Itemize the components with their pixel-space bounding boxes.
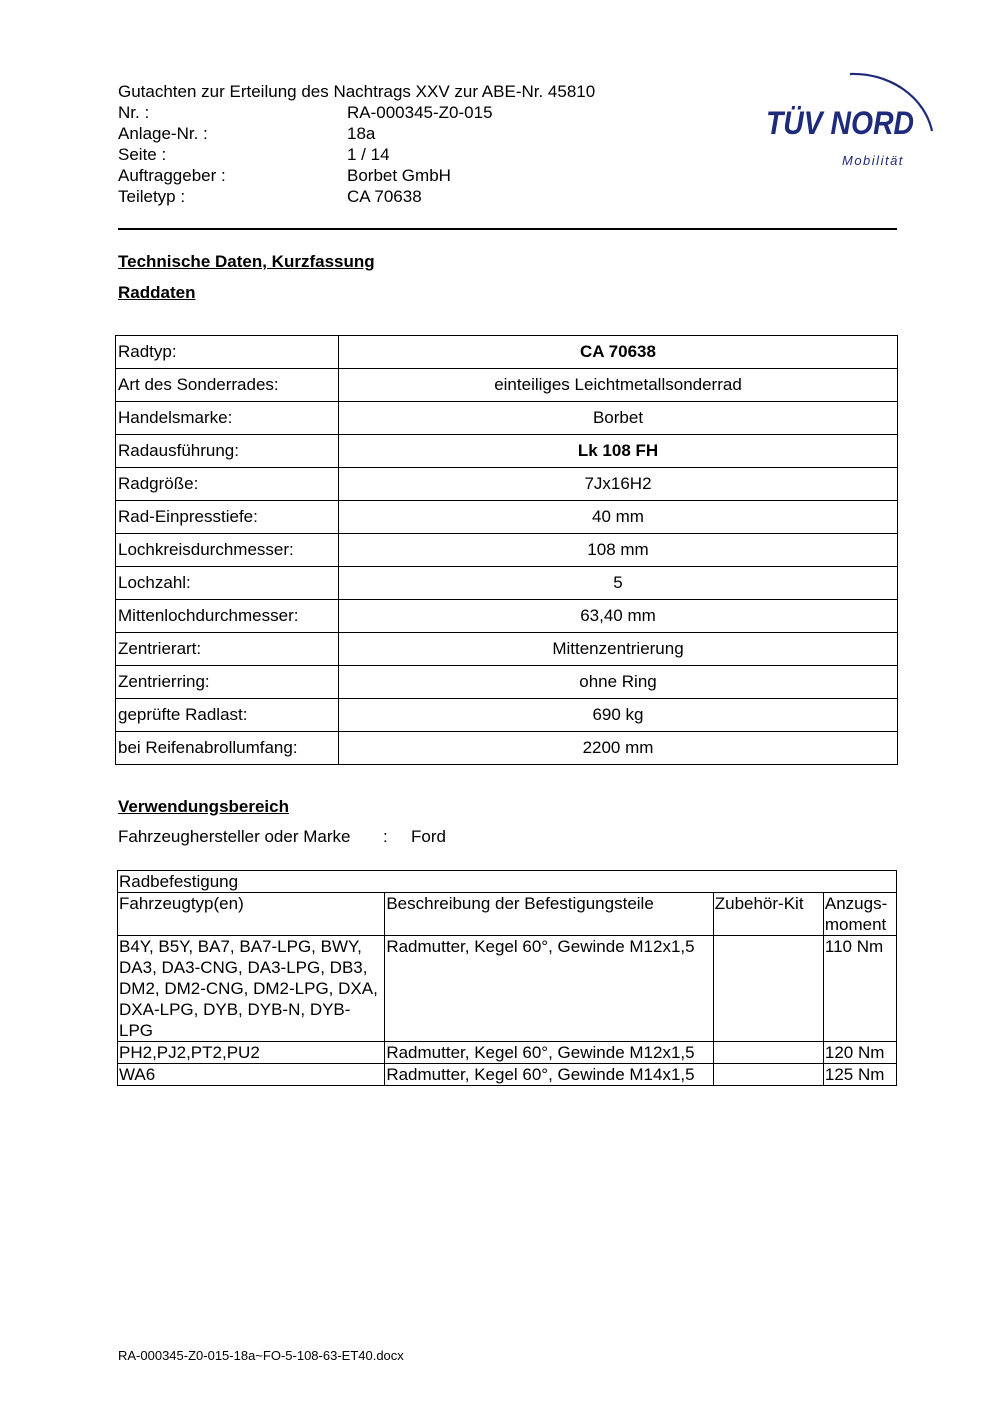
table-title-row bbox=[118, 871, 897, 893]
row-label: Art des Sonderrades: bbox=[116, 369, 339, 402]
row-value: ohne Ring bbox=[339, 666, 898, 699]
fastener-description: Radmutter, Kegel 60°, Gewinde M14x1,5 bbox=[385, 1064, 713, 1086]
fastener-description: Radmutter, Kegel 60°, Gewinde M12x1,5 bbox=[385, 936, 713, 1042]
row-label: Mittenlochdurchmesser: bbox=[116, 600, 339, 633]
vehicle-types: B4Y, B5Y, BA7, BA7-LPG, BWY, DA3, DA3-CNG, DA3-LPG, DB3, DM2, DM2-CNG, DM2-LPG, DXA, DXA-LPG, DYB, DYB-N, DYB-LPG bbox=[118, 936, 385, 1042]
row-value: Mittenzentrierung bbox=[339, 633, 898, 666]
manufacturer-value: Ford bbox=[411, 827, 446, 846]
field-label-seite: Seite : bbox=[118, 145, 167, 164]
table-header-row bbox=[118, 893, 897, 936]
accessory-kit bbox=[713, 1064, 823, 1086]
vehicle-types: WA6 bbox=[118, 1064, 385, 1086]
row-value: einteiliges Leichtmetallsonderrad bbox=[339, 369, 898, 402]
row-label: Radausführung: bbox=[116, 435, 339, 468]
field-label-nr: Nr. : bbox=[118, 103, 150, 122]
table-row bbox=[116, 369, 898, 402]
fastener-description: Radmutter, Kegel 60°, Gewinde M12x1,5 bbox=[385, 1042, 713, 1064]
row-value: 2200 mm bbox=[339, 732, 898, 765]
field-label-teiletyp: Teiletyp : bbox=[118, 187, 186, 206]
table-row bbox=[116, 567, 898, 600]
table-row bbox=[118, 936, 897, 1042]
section-title-tech: Technische Daten, Kurzfassung bbox=[118, 252, 375, 271]
vehicle-types: PH2,PJ2,PT2,PU2 bbox=[118, 1042, 385, 1064]
field-label-anlage: Anlage-Nr. : bbox=[118, 124, 208, 143]
logo-tagline: Mobilität bbox=[842, 153, 904, 168]
footer-filename: RA-000345-Z0-015-18a~FO-5-108-63-ET40.docx bbox=[118, 1348, 404, 1363]
logo-brand: TÜV NORD bbox=[766, 105, 914, 141]
table-row bbox=[116, 501, 898, 534]
section-title-wheel: Raddaten bbox=[118, 283, 196, 302]
row-value: 690 kg bbox=[339, 699, 898, 732]
table-row bbox=[116, 633, 898, 666]
row-value: CA 70638 bbox=[339, 336, 898, 369]
row-value: 40 mm bbox=[339, 501, 898, 534]
manufacturer-separator: : bbox=[383, 827, 388, 846]
tuv-nord-logo bbox=[762, 56, 942, 176]
field-value-anlage: 18a bbox=[347, 124, 376, 143]
column-header: Zubehör-Kit bbox=[713, 893, 823, 936]
section-title-usage: Verwendungsbereich bbox=[118, 797, 289, 816]
row-value: Lk 108 FH bbox=[339, 435, 898, 468]
torque-value: 110 Nm bbox=[823, 936, 896, 1042]
table-row bbox=[116, 435, 898, 468]
row-label: Lochkreisdurchmesser: bbox=[116, 534, 339, 567]
row-value: 7Jx16H2 bbox=[339, 468, 898, 501]
field-value-auftraggeber: Borbet GmbH bbox=[347, 166, 451, 185]
column-header: Anzugs-moment bbox=[823, 893, 896, 936]
row-value: 63,40 mm bbox=[339, 600, 898, 633]
table-row bbox=[118, 1064, 897, 1086]
row-value: 5 bbox=[339, 567, 898, 600]
row-value: 108 mm bbox=[339, 534, 898, 567]
table-row bbox=[116, 699, 898, 732]
row-value: Borbet bbox=[339, 402, 898, 435]
field-value-seite: 1 / 14 bbox=[347, 145, 390, 164]
row-label: bei Reifenabrollumfang: bbox=[116, 732, 339, 765]
row-label: Rad-Einpresstiefe: bbox=[116, 501, 339, 534]
row-label: Zentrierring: bbox=[116, 666, 339, 699]
torque-value: 120 Nm bbox=[823, 1042, 896, 1064]
table-row bbox=[116, 336, 898, 369]
table-row bbox=[116, 732, 898, 765]
table-row bbox=[116, 534, 898, 567]
accessory-kit bbox=[713, 1042, 823, 1064]
mounting-title: Radbefestigung bbox=[118, 871, 897, 893]
column-header: Beschreibung der Befestigungsteile bbox=[385, 893, 713, 936]
row-label: geprüfte Radlast: bbox=[116, 699, 339, 732]
row-label: Zentrierart: bbox=[116, 633, 339, 666]
row-label: Radtyp: bbox=[116, 336, 339, 369]
header-fields bbox=[118, 102, 647, 207]
row-label: Radgröße: bbox=[116, 468, 339, 501]
table-row bbox=[116, 666, 898, 699]
field-label-auftraggeber: Auftraggeber : bbox=[118, 166, 226, 185]
mounting-table bbox=[117, 870, 897, 1086]
document-title: Gutachten zur Erteilung des Nachtrags XXV zur ABE-Nr. 45810 bbox=[118, 82, 596, 101]
manufacturer-label: Fahrzeughersteller oder Marke bbox=[118, 827, 351, 846]
column-header: Fahrzeugtyp(en) bbox=[118, 893, 385, 936]
row-label: Handelsmarke: bbox=[116, 402, 339, 435]
wheel-data-table bbox=[115, 335, 898, 765]
table-row bbox=[116, 600, 898, 633]
field-value-nr: RA-000345-Z0-015 bbox=[347, 103, 493, 122]
field-value-teiletyp: CA 70638 bbox=[347, 187, 422, 206]
table-row bbox=[116, 402, 898, 435]
row-label: Lochzahl: bbox=[116, 567, 339, 600]
table-row bbox=[118, 1042, 897, 1064]
table-row bbox=[116, 468, 898, 501]
accessory-kit bbox=[713, 936, 823, 1042]
header-divider bbox=[118, 228, 897, 230]
manufacturer-line bbox=[118, 827, 446, 847]
torque-value: 125 Nm bbox=[823, 1064, 896, 1086]
